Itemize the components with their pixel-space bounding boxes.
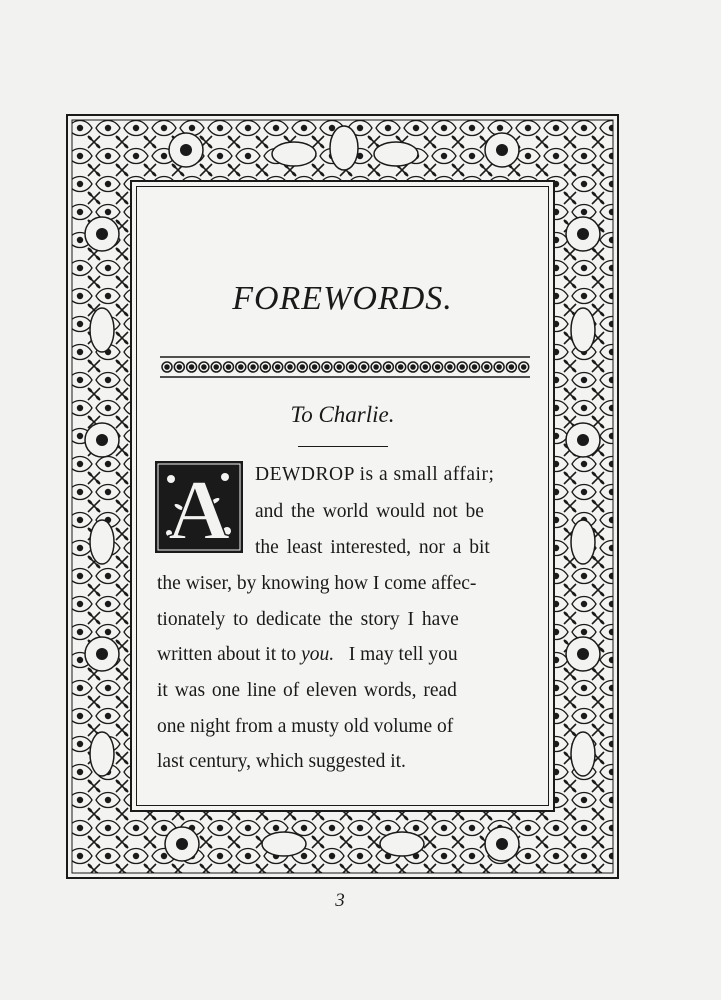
body-line-6-tail: I may tell you [348, 644, 458, 665]
drop-cap-illuminated-letter [155, 461, 243, 553]
page-title: FOREWORDS. [232, 280, 453, 317]
body-line-6-text: written about it to [157, 644, 297, 665]
dedication-underline [298, 446, 388, 447]
drop-cap-letter: A [167, 462, 231, 553]
body-line-3: the least interested, nor a bit [255, 537, 490, 558]
body-line-7: it was one line of eleven words, read [157, 680, 457, 701]
emphasized-you: you. [301, 644, 335, 665]
dedication-heading: To Charlie. [290, 402, 395, 427]
body-line-2: and the world would not be [255, 501, 484, 522]
body-line-8: one night from a musty old volume of [157, 716, 454, 737]
body-line-9: last century, which suggested it. [157, 751, 406, 772]
body-line-4: the wiser, by knowing how I come affec- [157, 573, 477, 594]
page-number: 3 [335, 890, 345, 911]
body-line-1: DEWDROP is a small affair; [255, 464, 495, 485]
body-line-5: tionately to dedicate the story I have [157, 609, 459, 630]
decorative-rule-band [160, 356, 530, 378]
body-line-6 [157, 645, 458, 665]
